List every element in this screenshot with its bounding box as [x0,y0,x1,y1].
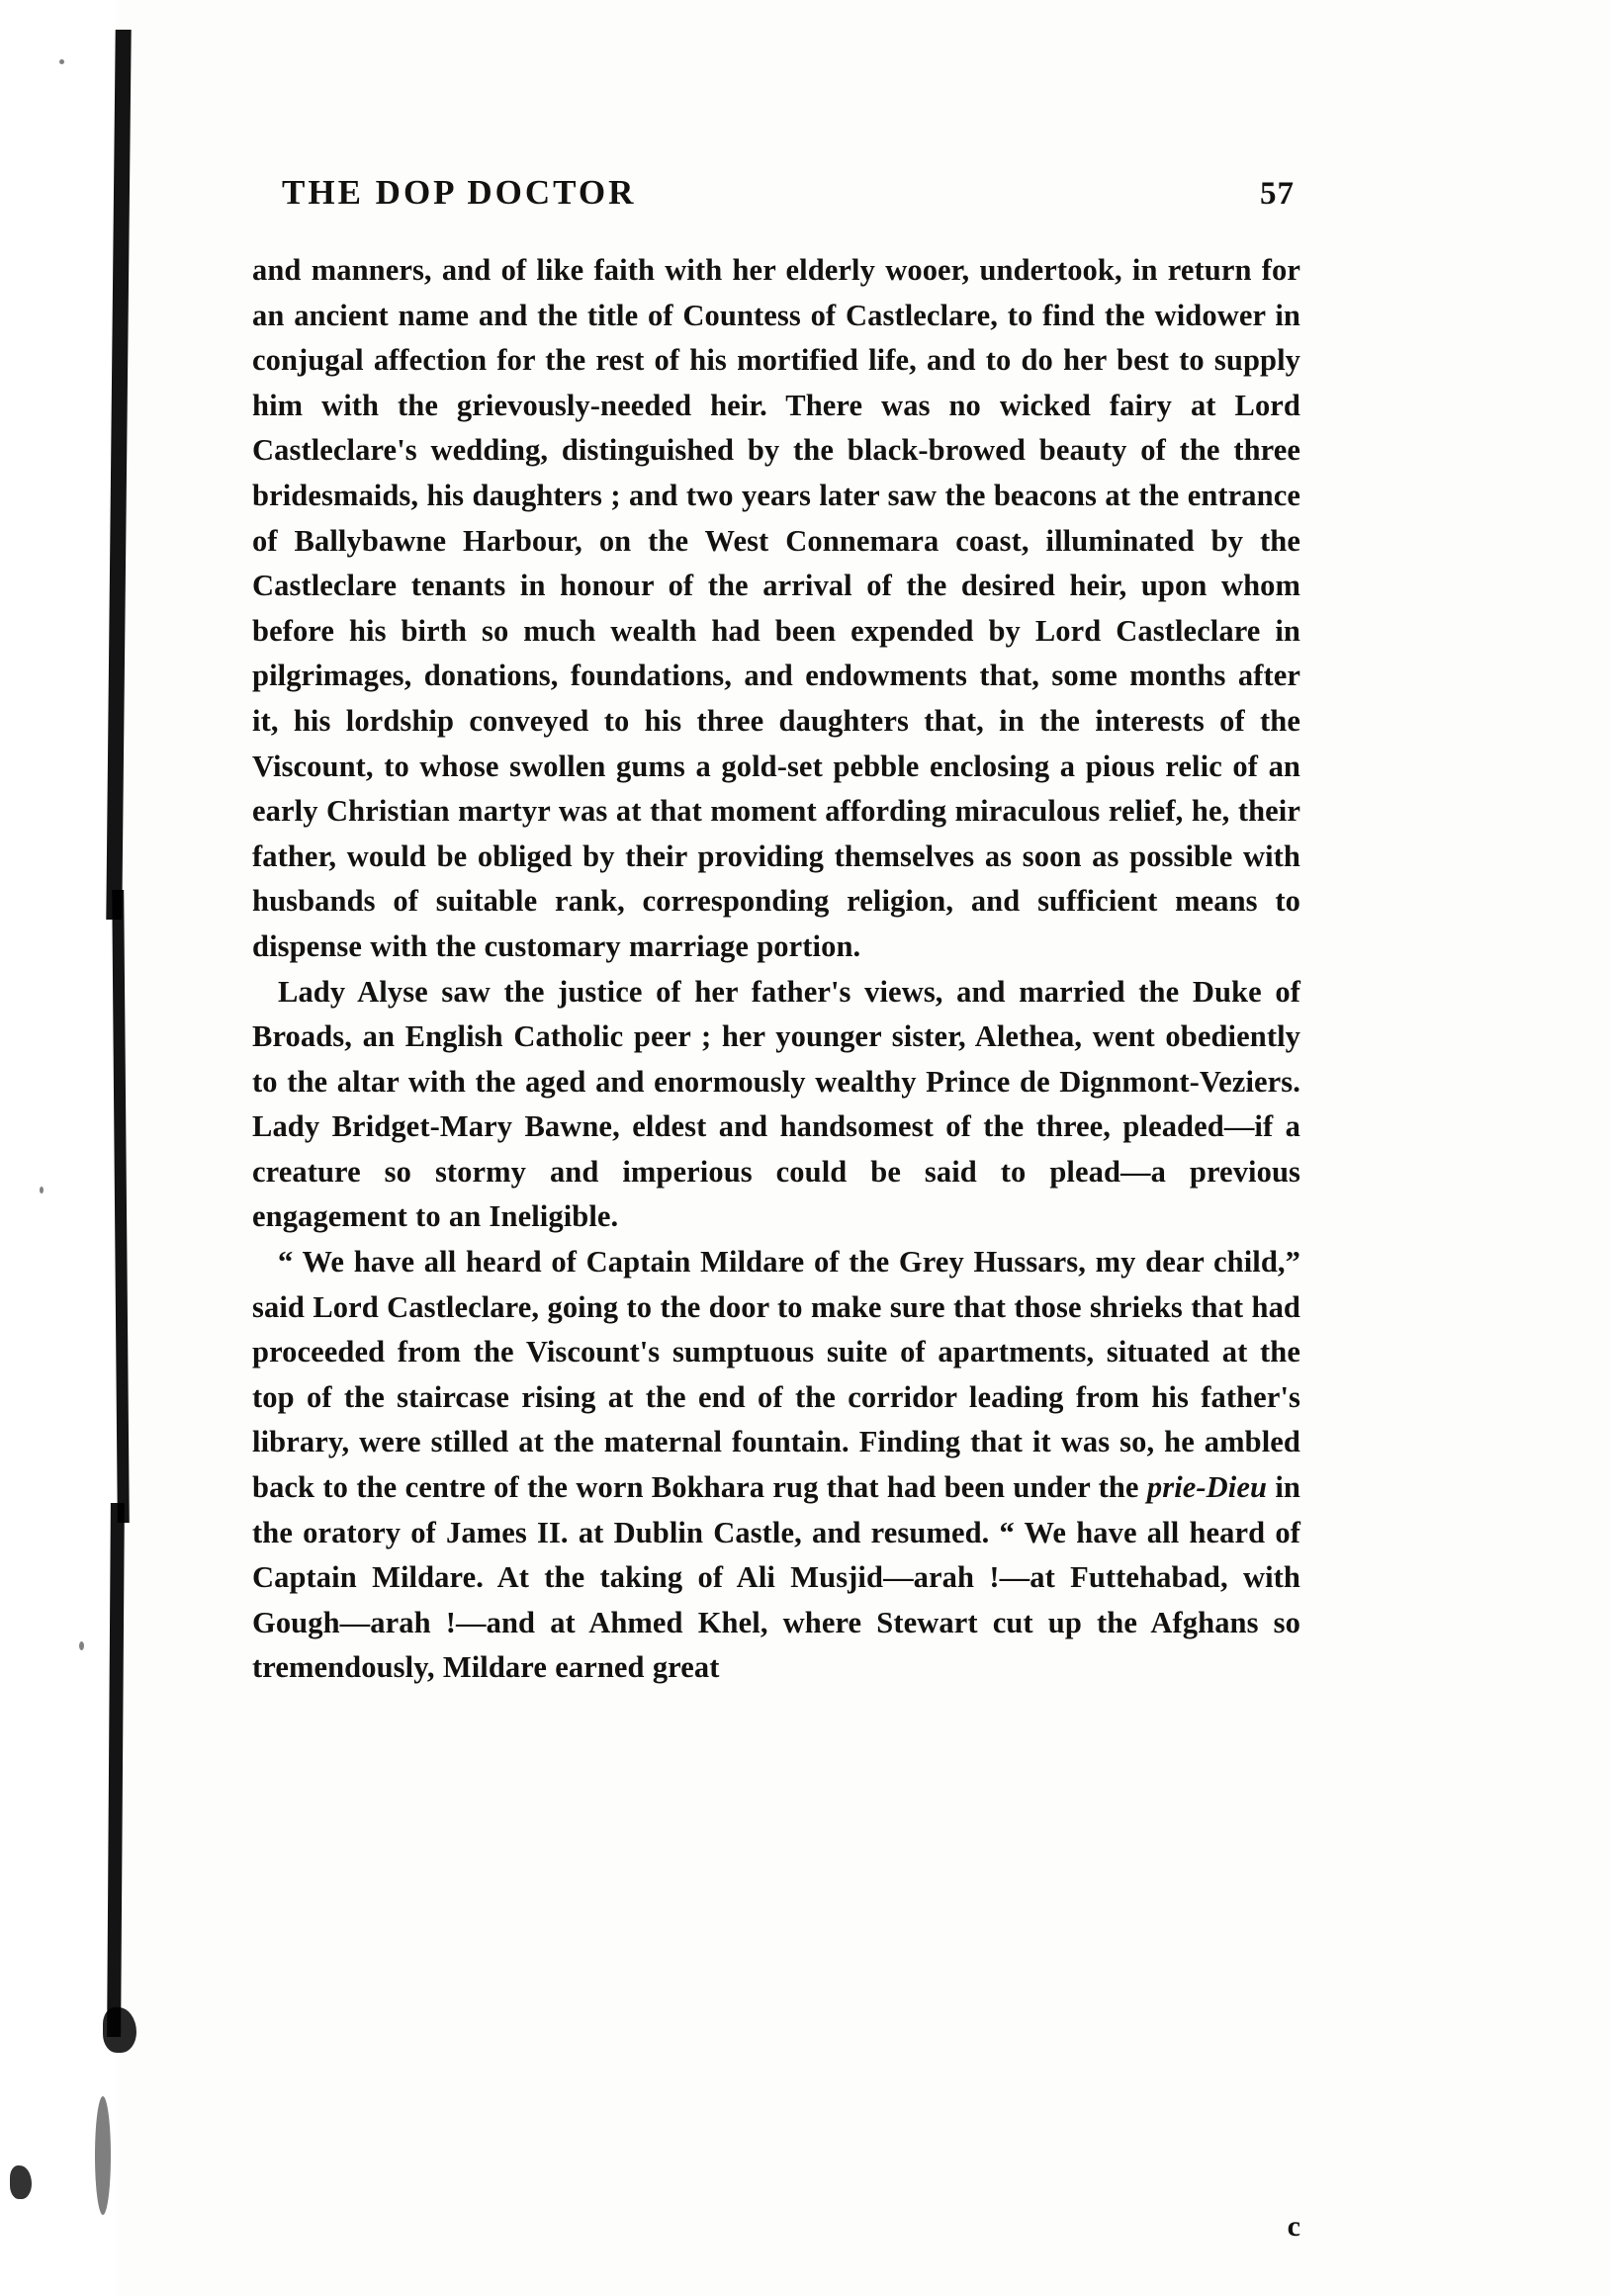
paragraph-1: and manners, and of like faith with her elderly wooer, undertook, in return for an ancient name and the title of Countess of Castleclare, to find the widower in conjugal affection for the rest of his mortified life, and to do her best to supply him with the grievously-needed heir. There was no wicked fairy at Lord Castleclare's wedding, distinguished by the black-browed beauty of the three bridesmaids, his daughters ; and two years later saw the beacons at the entrance of Ballybawne Harbour, on the West Connemara coast, illuminated by the Castleclare tenants in honour of the arrival of the desired heir, upon whom before his birth so much wealth had been expended by Lord Castleclare in pilgrimages, donations, foundations, and endowments that, some months after it, his lordship conveyed to his three daughters that, in the interests of the Viscount, to whose swollen gums a gold-set pebble enclosing a pious relic of an early Christian martyr was at that moment affording miraculous relief, he, their father, would be obliged by their providing themselves as soon as possible with husbands of suitable rank, corresponding religion, and sufficient means to dispense with the customary marriage portion. [252,253,1300,963]
paragraph-3-part-1: “ We have all heard of Captain Mildare of the Grey Hussars, my dear child,” said Lord Castleclare, going to the door to make sure that those shrieks that had proceeded from the Viscount's sumptuous suite of apartments, situated at the top of the staircase rising at the end of the corridor leading from his father's library, were stilled at the maternal fountain. Finding that it was so, he ambled back to the centre of the worn Bokhara rug that had been under the [252,1245,1300,1505]
italic-phrase-prie-dieu: prie-Dieu [1146,1470,1268,1505]
page-gutter-shadow [0,0,117,2296]
page-speck [79,1641,84,1650]
page-number: 57 [1260,176,1295,212]
gutter-stripe-bottom [107,1503,125,2037]
page-speck [40,1187,44,1193]
paragraph-3 [252,1240,1300,1691]
gutter-stripe-middle [112,890,130,1523]
gutter-ink-blob [95,2096,111,2215]
running-title: THE DOP DOCTOR [282,173,637,212]
running-header [252,173,1300,213]
gutter-stripe-top [106,30,131,920]
page-text-block [252,173,1300,2243]
gutter-ink-blob [103,2007,136,2053]
paragraph-3-part-2: in the oratory of James II. at Dublin Castle, and resumed. “ We have all heard of Captain Mildare. At the taking of Ali Musjid—arah !—at Futtehabad, with Gough—arah !—and at Ahmed Khel, where Stewart cut up the Afghans so tremendously, Mildare earned great [252,1470,1300,1685]
signature-catchword: c [1287,2210,1300,2243]
page-speck [59,59,64,64]
gutter-ink-blob [10,2165,32,2199]
paragraph-2: Lady Alyse saw the justice of her father's views, and married the Duke of Broads, an English Catholic peer ; her younger sister, Alethea, went obediently to the altar with the aged and enormously wealthy Prince de Dignmont-Veziers. Lady Bridget-Mary Bawne, eldest and handsomest of the three, pleaded—if a creature so stormy and imperious could be said to plead—a previous engagement to an Ineligible. [252,974,1300,1234]
